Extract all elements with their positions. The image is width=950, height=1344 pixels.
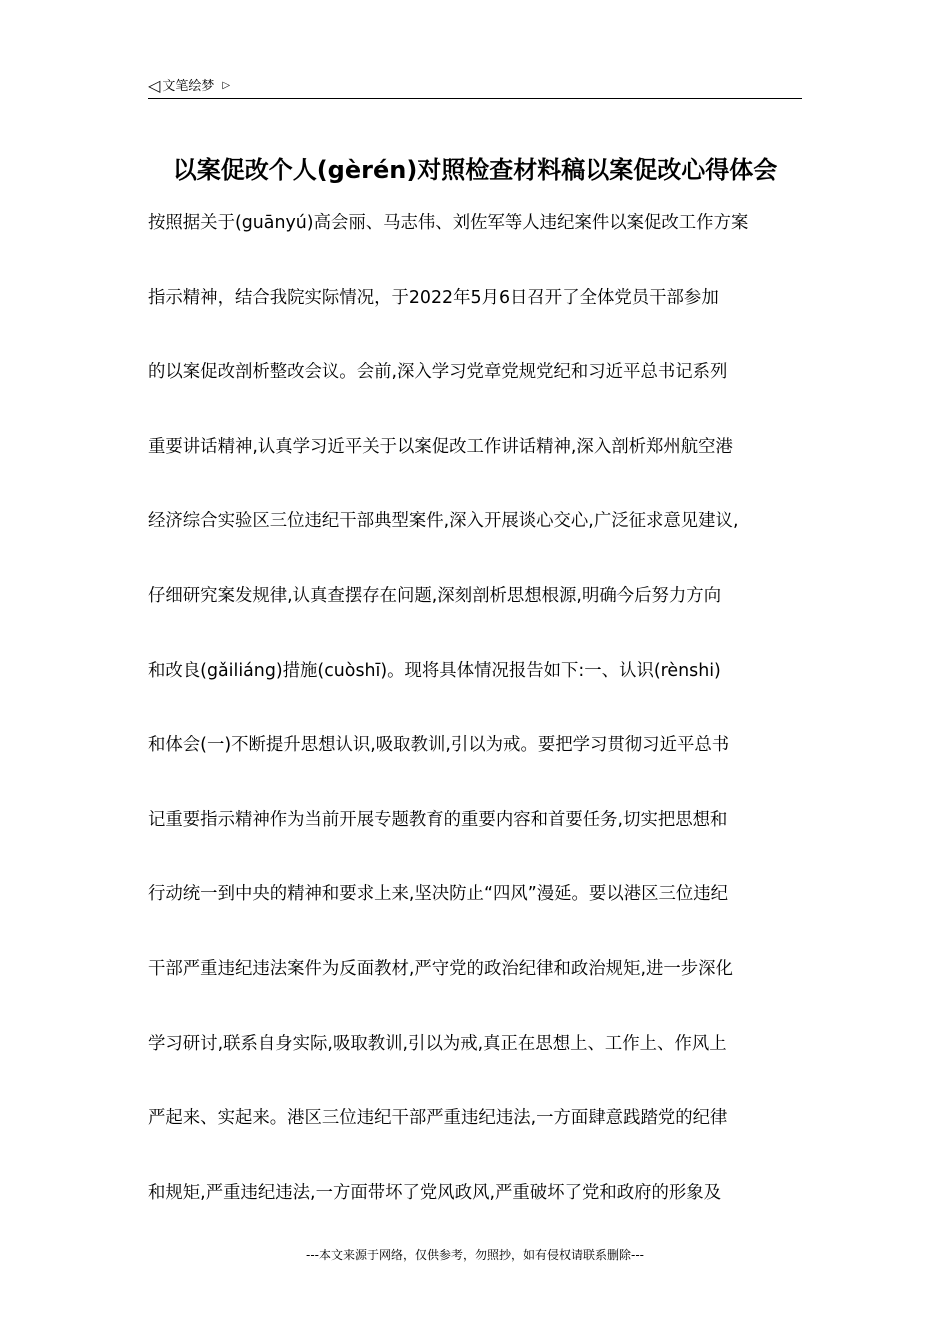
page-footer: ---本文来源于网络，仅供参考，勿照抄，如有侵权请联系删除--- <box>306 1248 644 1262</box>
body-line: 经济综合实验区三位违纪干部典型案件,深入开展谈心交心,广泛征求意见建议, <box>148 511 739 532</box>
left-triangle-icon: ◁ <box>148 76 161 95</box>
document-title: 以案促改个人(gèrén)对照检查材料稿以案促改心得体会 <box>172 156 778 184</box>
body-line: 严起来、实起来。港区三位违纪干部严重违纪违法,一方面肆意践踏党的纪律 <box>148 1108 728 1129</box>
document-body <box>148 204 808 1248</box>
body-line: 和体会(一)不断提升思想认识,吸取教训,引以为戒。要把学习贯彻习近平总书 <box>148 735 730 756</box>
body-line: 仔细研究案发规律,认真查摆存在问题,深刻剖析思想根源,明确今后努力方向 <box>148 585 722 606</box>
body-line: 指示精神，结合我院实际情况，于2022年5月6日召开了全体党员干部参加 <box>148 287 719 308</box>
page-header <box>148 74 802 99</box>
body-line: 的以案促改剖析整改会议。会前,深入学习党章党规党纪和习近平总书记系列 <box>148 362 728 383</box>
right-triangle-icon: ▷ <box>222 80 231 91</box>
body-line: 重要讲话精神,认真学习近平关于以案促改工作讲话精神,深入剖析郑州航空港 <box>148 436 733 457</box>
body-line: 和改良(gǎiliáng)措施(cuòshī)。现将具体情况报告如下:一、认识(rènshi) <box>148 660 721 681</box>
body-line: 按照据关于(guānyú)高会丽、马志伟、刘佐军等人违纪案件以案促改工作方案 <box>148 213 749 233</box>
body-line: 记重要指示精神作为当前开展专题教育的重要内容和首要任务,切实把思想和 <box>148 809 728 830</box>
body-line: 和规矩,严重违纪违法,一方面带坏了党风政风,严重破坏了党和政府的形象及 <box>148 1182 722 1203</box>
header-brand: 文笔绘梦 <box>162 78 215 94</box>
body-line: 行动统一到中央的精神和要求上来,坚决防止“四风”漫延。要以港区三位违纪 <box>148 884 729 905</box>
body-line: 干部严重违纪违法案件为反面教材,严守党的政治纪律和政治规矩,进一步深化 <box>148 958 733 979</box>
body-line: 学习研讨,联系自身实际,吸取教训,引以为戒,真正在思想上、工作上、作风上 <box>148 1033 727 1054</box>
